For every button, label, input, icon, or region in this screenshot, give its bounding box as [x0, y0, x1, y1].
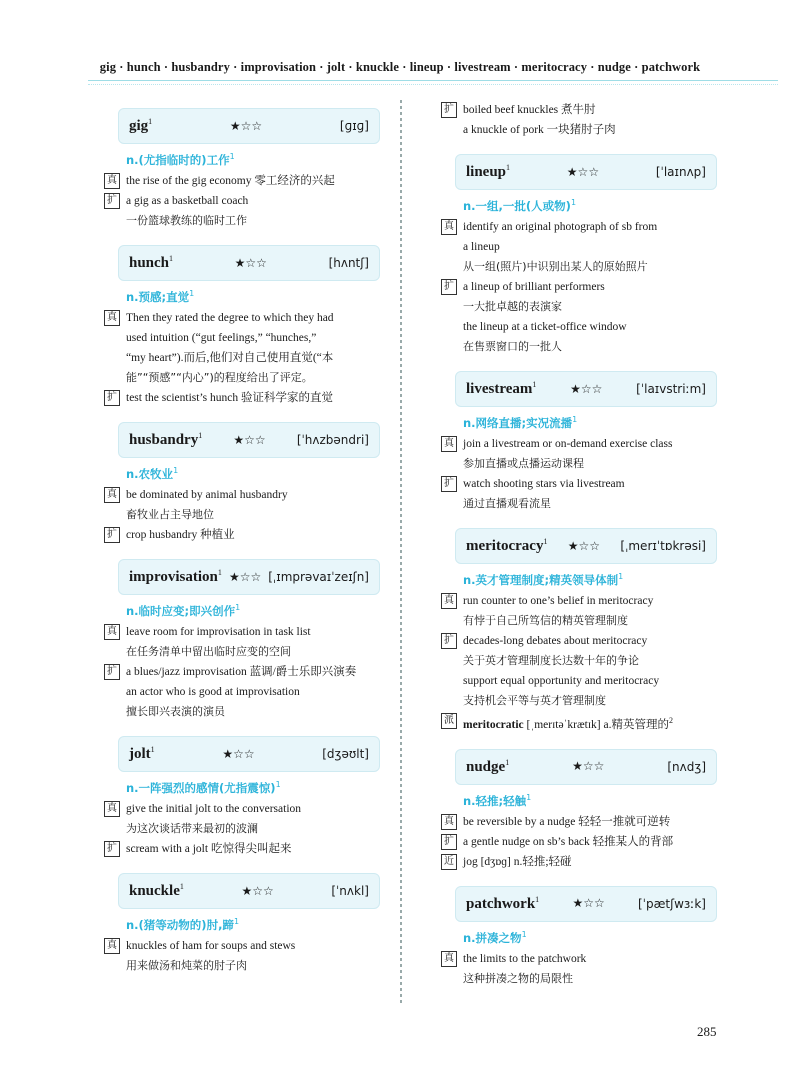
definition-text: n.轻推;轻触: [463, 793, 527, 808]
tag-synonym-icon: 近: [441, 854, 457, 870]
entry-gig: [104, 108, 394, 231]
example-text: be dominated by animal husbandry: [126, 489, 288, 501]
example-row: [441, 591, 731, 611]
headword: [466, 895, 539, 913]
word-box: [118, 108, 380, 144]
example-row: [441, 711, 731, 735]
headword-text: livestream: [466, 381, 533, 397]
entry-knuckle: [104, 873, 394, 976]
example-row: [441, 434, 731, 454]
tag-extend-icon: 扩: [104, 527, 120, 543]
derived-word: meritocratic: [463, 718, 524, 731]
headword: [129, 745, 155, 763]
translation-text: 擅长即兴表演的演员: [126, 705, 225, 718]
example-text: the limits to the patchwork: [463, 952, 587, 965]
headword-text: gig: [129, 118, 149, 134]
phonetic: [nʌdʒ]: [667, 759, 706, 774]
definition-text: n.(尤指临时的)工作: [126, 153, 230, 167]
page-number: 285: [697, 1024, 717, 1039]
example-text: identify an original photograph of sb from: [463, 221, 658, 233]
example-text: knuckles of ham for soups and stews: [126, 940, 296, 952]
frequency-sup: 1: [535, 894, 540, 904]
example-row: [104, 308, 394, 328]
example-text-cont: “my heart”).而后,他们对自己使用直觉(“本: [126, 352, 334, 364]
definition-text: n.一阵强烈的感情(尤指震惊): [126, 781, 276, 795]
star-rating: ★☆☆: [234, 255, 267, 270]
translation-text: 在任务清单中留出临时应变的空间: [126, 645, 291, 658]
translation-text: 一大批卓越的表演家: [463, 300, 562, 313]
header-rule: [88, 80, 778, 81]
definition-text: n.英才管理制度;精英领导体制: [463, 573, 619, 587]
word-box: [118, 873, 380, 909]
entry-meritocracy: [441, 528, 731, 735]
definition: [126, 466, 394, 482]
entry-improvisation: [104, 559, 394, 722]
word-box: [455, 528, 717, 564]
word-box: [118, 245, 380, 281]
headword: [129, 431, 202, 449]
example-text: jog [dʒɒɡ] n.轻推;轻碰: [463, 855, 572, 868]
frequency-sup: 1: [148, 117, 153, 126]
tag-extend-icon: 扩: [104, 841, 120, 857]
definition: [463, 930, 731, 946]
example-text-cont: support equal opportunity and meritocracy: [463, 675, 660, 687]
word-box: [455, 154, 717, 190]
example-row: [104, 191, 394, 211]
headword: [466, 758, 509, 776]
example-text: give the initial jolt to the conversation: [126, 803, 302, 815]
entry-hunch: [104, 245, 394, 408]
definition: [463, 793, 731, 809]
frequency-sup: 1: [179, 882, 184, 891]
example-text-cont: an actor who is good at improvisation: [126, 686, 300, 698]
headword: [466, 163, 510, 181]
definition: [463, 198, 731, 214]
definition-sup: 1: [235, 603, 241, 613]
definition-text: n.农牧业: [126, 467, 174, 481]
example-row: [441, 217, 731, 237]
word-box: [455, 371, 717, 407]
example-text: a gig as a basketball coach: [126, 195, 249, 207]
tag-real-icon: 真: [104, 938, 120, 954]
translation-text: 有悖于自己所笃信的精英管理制度: [463, 614, 628, 627]
definition-sup: 1: [229, 152, 235, 162]
definition-sup: 1: [275, 780, 281, 790]
tag-extend-icon: 扩: [441, 633, 457, 649]
definition: [463, 572, 731, 588]
headword: [129, 254, 173, 272]
frequency-sup: 1: [150, 745, 155, 754]
entry-lineup: [441, 154, 731, 357]
star-rating: ★☆☆: [566, 164, 600, 179]
example-text-cont: used intuition (“gut feelings,” “hunches,”: [126, 332, 317, 344]
derived-sup: 2: [668, 716, 673, 725]
phonetic: [ˈpætʃwɜːk]: [637, 896, 706, 911]
example-text: scream with a jolt 吃惊得尖叫起来: [126, 843, 292, 855]
entry-jolt: [104, 736, 394, 859]
example-text: watch shooting stars via livestream: [463, 478, 625, 490]
example-row: [104, 485, 394, 505]
tag-real-icon: 真: [441, 593, 457, 609]
definition-text: n.(猪等动物的)肘,蹄: [126, 918, 234, 932]
headword-text: jolt: [129, 746, 151, 762]
definition-sup: 1: [189, 289, 195, 299]
word-box: [118, 559, 380, 595]
definition: [126, 152, 394, 168]
example-text: Then they rated the degree to which they had: [126, 312, 334, 324]
tag-real-icon: 真: [104, 487, 120, 503]
translation-text: 关于英才管理制度长达数十年的争论: [463, 654, 639, 667]
entry-nudge: [441, 749, 731, 872]
example-text: a gentle nudge on sb’s back 轻推某人的背部: [463, 835, 674, 848]
definition: [126, 780, 394, 796]
example-text: leave room for improvisation in task list: [126, 626, 311, 638]
example-text: the rise of the gig economy 零工经济的兴起: [126, 175, 335, 187]
frequency-sup: 1: [543, 537, 548, 546]
star-rating: ★☆☆: [233, 432, 266, 447]
column-divider: [396, 100, 406, 1006]
headword-text: knuckle: [129, 883, 180, 899]
example-row: [104, 839, 394, 859]
example-row: [441, 474, 731, 494]
word-box: [455, 886, 717, 922]
frequency-sup: 1: [532, 380, 537, 389]
headword: [129, 117, 152, 135]
tag-real-icon: 真: [104, 624, 120, 640]
headword: [129, 568, 222, 586]
headword-text: improvisation: [129, 569, 218, 585]
header-rule-dotted: [88, 84, 778, 85]
example-row: [104, 525, 394, 545]
translation-text: 畜牧业占主导地位: [126, 508, 214, 521]
tag-real-icon: 真: [441, 219, 457, 235]
translation-text: 能”“预感”“内心”)的程度给出了评定。: [126, 371, 313, 384]
derived-text: [ˌmerɪtəˈkrætɪk] a.精英管理的: [523, 718, 669, 731]
frequency-sup: 1: [198, 431, 203, 440]
word-box: [118, 422, 380, 458]
translation-text: 用来做汤和炖菜的肘子肉: [126, 959, 247, 972]
right-column: [441, 100, 731, 989]
page-header: gig · hunch · husbandry · improvisation · jolt · knuckle · lineup · livestream · meritocracy · nudge · patchwork: [99, 60, 701, 74]
translation-text: 参加直播或点播运动课程: [463, 457, 584, 470]
example-row: [104, 799, 394, 819]
definition: [126, 917, 394, 933]
example-text: run counter to one’s belief in meritocracy: [463, 595, 654, 607]
tag-real-icon: 真: [104, 801, 120, 817]
definition-sup: 1: [618, 572, 624, 582]
headword-text: hunch: [129, 255, 170, 271]
translation-text: 通过直播观看流星: [463, 497, 551, 510]
entry-patchwork: [441, 886, 731, 989]
example-text: a blues/jazz improvisation 蓝调/爵士乐即兴演奏: [126, 666, 357, 678]
star-rating: ★☆☆: [241, 883, 274, 898]
phonetic: [dʒəʊlt]: [322, 747, 369, 761]
frequency-sup: 1: [169, 254, 174, 263]
star-rating: ★☆☆: [572, 896, 605, 911]
example-text: a lineup of brilliant performers: [463, 281, 605, 293]
definition: [126, 603, 394, 619]
tag-real-icon: 真: [104, 173, 120, 189]
example-row: [104, 388, 394, 408]
definition: [463, 415, 731, 431]
example-text: decades-long debates about meritocracy: [463, 635, 648, 647]
tag-real-icon: 真: [441, 814, 457, 830]
example-text: test the scientist’s hunch 验证科学家的直觉: [126, 392, 333, 404]
translation-text: 在售票窗口的一批人: [463, 340, 562, 353]
example-text: join a livestream or on-demand exercise class: [463, 438, 673, 450]
tag-extend-icon: 扩: [104, 390, 120, 406]
word-box: [455, 749, 717, 785]
definition: [126, 289, 394, 305]
tag-extend-icon: 扩: [441, 476, 457, 492]
frequency-sup: 1: [217, 568, 222, 577]
example-row: [441, 277, 731, 297]
definition-sup: 1: [572, 415, 578, 425]
translation-text: 从一组(照片)中识别出某人的原始照片: [463, 260, 648, 273]
tag-extend-icon: 扩: [441, 279, 457, 295]
translation-text: 为这次谈话带来最初的波澜: [126, 822, 258, 835]
example-row: [441, 100, 731, 120]
example-row: [104, 171, 394, 191]
headword: [466, 537, 547, 555]
definition-sup: 1: [233, 917, 240, 927]
tag-real-icon: 真: [104, 310, 120, 326]
star-rating: ★☆☆: [567, 538, 601, 553]
headword-text: meritocracy: [466, 538, 544, 554]
example-text-cont: a knuckle of pork 一块猪肘子肉: [463, 124, 616, 136]
example-text-cont: the lineup at a ticket-office window: [463, 321, 627, 333]
definition-sup: 1: [173, 466, 179, 476]
definition-text: n.网络直播;实况流播: [463, 416, 573, 430]
star-rating: ★☆☆: [229, 118, 263, 133]
translation-text: 这种拼凑之物的局限性: [463, 971, 573, 985]
star-rating: ★☆☆: [228, 569, 262, 584]
frequency-sup: 1: [505, 757, 510, 767]
word-box: [118, 736, 380, 772]
example-row: [441, 832, 731, 852]
tag-extend-icon: 扩: [104, 193, 120, 209]
example-row: [441, 812, 731, 832]
headword-text: lineup: [466, 164, 507, 180]
translation-text: 一份篮球教练的临时工作: [126, 214, 247, 227]
definition-text: n.预感;直觉: [126, 290, 190, 304]
definition-sup: 1: [570, 198, 577, 208]
definition-text: n.一组,一批(人或物): [463, 199, 571, 213]
phonetic: [ˌmerɪˈtɒkrəsi]: [620, 539, 706, 553]
example-row: [104, 662, 394, 682]
example-text-cont: a lineup: [463, 241, 500, 253]
tag-extend-icon: 扩: [104, 664, 120, 680]
phonetic: [ˈnʌkl]: [331, 884, 369, 898]
example-row: [441, 631, 731, 651]
headword: [466, 380, 536, 398]
example-text: boiled beef knuckles 煮牛肘: [463, 104, 596, 116]
star-rating: ★☆☆: [222, 746, 255, 761]
entry-livestream: [441, 371, 731, 514]
tag-real-icon: 真: [441, 951, 457, 967]
left-column: [104, 100, 394, 976]
tag-extend-icon: 扩: [441, 834, 457, 850]
star-rating: ★☆☆: [572, 759, 605, 774]
example-text: be reversible by a nudge 轻轻一推就可逆转: [463, 815, 671, 828]
headword-text: patchwork: [466, 895, 536, 912]
entry-husbandry: [104, 422, 394, 545]
derived-entry: [463, 711, 673, 735]
tag-extend-icon: 扩: [441, 102, 457, 118]
example-row: [441, 852, 731, 872]
entry-knuckle-cont: [441, 100, 731, 140]
star-rating: ★☆☆: [570, 381, 603, 396]
headword-text: husbandry: [129, 432, 199, 448]
phonetic: [ˈhʌzbəndri]: [296, 433, 369, 447]
tag-derived-icon: 派: [441, 713, 457, 729]
translation-text: 支持机会平等与英才管理制度: [463, 694, 606, 707]
example-row: [104, 622, 394, 642]
example-text: crop husbandry 种植业: [126, 529, 235, 541]
example-row: [104, 936, 394, 956]
definition-text: n.拼凑之物: [463, 930, 522, 945]
definition-text: n.临时应变;即兴创作: [126, 604, 236, 618]
tag-real-icon: 真: [441, 436, 457, 452]
definition-sup: 1: [521, 930, 527, 939]
phonetic: [hʌntʃ]: [328, 256, 369, 270]
example-row: [441, 949, 731, 969]
phonetic: [ˌɪmprəvaɪˈzeɪʃn]: [268, 570, 369, 584]
phonetic: [ˈlaɪnʌp]: [655, 165, 706, 179]
frequency-sup: 1: [506, 163, 511, 172]
headword: [129, 882, 184, 900]
definition-sup: 1: [526, 793, 532, 802]
headword-text: nudge: [466, 758, 506, 775]
phonetic: [ˈlaɪvstriːm]: [636, 382, 706, 396]
phonetic: [ɡɪɡ]: [339, 119, 369, 133]
